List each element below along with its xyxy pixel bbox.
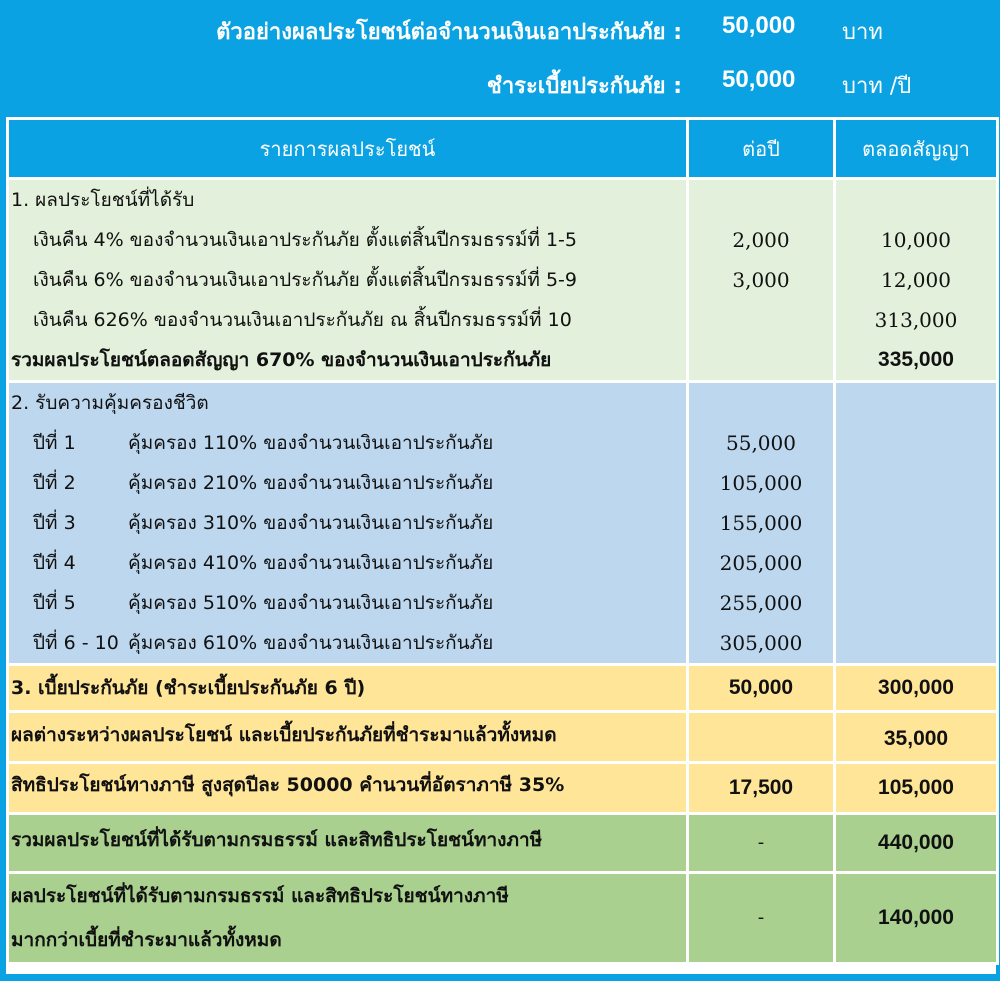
coverage-amount: 155,000 xyxy=(719,511,803,535)
refund-row-3-total: 313,000 xyxy=(874,308,958,332)
section2-block xyxy=(8,382,998,665)
tax-benefit-per-year: 17,500 xyxy=(728,776,794,799)
section1-summary-total: 335,000 xyxy=(878,348,954,371)
section1-block xyxy=(8,179,998,382)
coverage-year: ปีที่ 1 xyxy=(33,432,76,454)
refund-row-1-per-year: 2,000 xyxy=(732,228,790,252)
total-benefit-row xyxy=(8,814,998,873)
difference-label: ผลต่างระหว่างผลประโยชน์ และเบี้ยประกันภัยที่ชำระมาแล้วทั้งหมด xyxy=(11,724,557,746)
coverage-amount: 255,000 xyxy=(719,591,803,615)
coverage-row xyxy=(11,463,686,503)
coverage-text: คุ้มครอง 210% ของจำนวนเงินเอาประกันภัย xyxy=(128,472,494,494)
refund-row-3-per-year xyxy=(689,300,833,340)
net-benefit-total: 140,000 xyxy=(878,906,954,929)
section1-total xyxy=(835,179,998,382)
coverage-year: ปีที่ 5 xyxy=(33,592,76,614)
coverage-text: คุ้มครอง 110% ของจำนวนเงินเอาประกันภัย xyxy=(128,432,494,454)
coverage-text: คุ้มครอง 610% ของจำนวนเงินเอาประกันภัย xyxy=(128,632,494,654)
section2-title: 2. รับความคุ้มครองชีวิต xyxy=(11,392,209,414)
coverage-amount: 55,000 xyxy=(726,431,796,455)
refund-row-2-per-year: 3,000 xyxy=(732,268,790,292)
coverage-year: ปีที่ 6 - 10 xyxy=(33,632,119,654)
net-benefit-row xyxy=(8,873,998,964)
coverage-row xyxy=(11,423,686,463)
coverage-year: ปีที่ 2 xyxy=(33,472,76,494)
tax-benefit-total: 105,000 xyxy=(878,776,954,799)
section1-labels xyxy=(8,179,688,382)
net-benefit-label-line1: ผลประโยชน์ที่ได้รับตามกรมธรรม์ และสิทธิประโยชน์ทางภาษี xyxy=(11,885,509,907)
sum-assured-value: 50,000 xyxy=(722,12,796,39)
net-benefit-per-year: - xyxy=(757,907,765,928)
coverage-row xyxy=(11,543,686,583)
coverage-row xyxy=(11,583,686,623)
premium-summary-label: 3. เบี้ยประกันภัย (ชำระเบี้ยประกันภัย 6 ปี) xyxy=(11,677,366,699)
premium-row xyxy=(0,62,1000,102)
section2-total xyxy=(835,382,998,665)
premium-label: ชำระเบี้ยประกันภัย : xyxy=(486,74,682,99)
premium-summary-total: 300,000 xyxy=(878,676,954,699)
coverage-row xyxy=(11,503,686,543)
premium-unit: บาท /ปี xyxy=(842,74,912,99)
refund-row-3-label: เงินคืน 626% ของจำนวนเงินเอาประกันภัย ณ สิ้นปีกรมธรรม์ที่ 10 xyxy=(33,309,572,331)
coverage-year: ปีที่ 4 xyxy=(33,552,76,574)
section2-per-year xyxy=(688,382,835,665)
column-header-total: ตลอดสัญญา xyxy=(835,119,998,179)
tax-benefit-label: สิทธิประโยชน์ทางภาษี สูงสุดปีละ 50000 คำนวนที่อัตราภาษี 35% xyxy=(11,774,565,796)
difference-row xyxy=(8,712,998,763)
difference-total: 35,000 xyxy=(883,727,949,750)
coverage-amount: 205,000 xyxy=(719,551,803,575)
premium-value: 50,000 xyxy=(722,66,796,93)
benefit-table xyxy=(6,117,999,965)
column-header-per-year: ต่อปี xyxy=(688,119,835,179)
refund-row-2-label: เงินคืน 6% ของจำนวนเงินเอาประกันภัย ตั้งแต่สิ้นปีกรมธรรม์ที่ 5-9 xyxy=(33,269,578,291)
net-benefit-label-line2: มากกว่าเบี้ยที่ชำระมาแล้วทั้งหมด xyxy=(11,929,282,951)
tax-benefit-row xyxy=(8,763,998,814)
column-header-item: รายการผลประโยชน์ xyxy=(8,119,688,179)
refund-row-2-total: 12,000 xyxy=(881,268,951,292)
benefit-table-wrapper xyxy=(6,117,996,974)
section1-per-year xyxy=(688,179,835,382)
section2-labels xyxy=(8,382,688,665)
coverage-text: คุ้มครอง 510% ของจำนวนเงินเอาประกันภัย xyxy=(128,592,494,614)
total-benefit-label: รวมผลประโยชน์ที่ได้รับตามกรมธรรม์ และสิทธิประโยชน์ทางภาษี xyxy=(11,829,543,851)
section1-title: 1. ผลประโยชน์ที่ได้รับ xyxy=(11,189,195,211)
section1-summary-label: รวมผลประโยชน์ตลอดสัญญา 670% ของจำนวนเงินเอาประกันภัย xyxy=(11,349,552,371)
coverage-amount: 105,000 xyxy=(719,471,803,495)
table-header-row xyxy=(8,119,998,179)
sum-assured-unit: บาท xyxy=(842,20,883,45)
refund-row-1-total: 10,000 xyxy=(881,228,951,252)
coverage-text: คุ้มครอง 310% ของจำนวนเงินเอาประกันภัย xyxy=(128,512,494,534)
coverage-amount: 305,000 xyxy=(719,631,803,655)
sum-assured-label: ตัวอย่างผลประโยชน์ต่อจำนวนเงินเอาประกันภัย : xyxy=(216,20,682,45)
total-benefit-per-year: - xyxy=(757,832,765,853)
coverage-text: คุ้มครอง 410% ของจำนวนเงินเอาประกันภัย xyxy=(128,552,494,574)
total-benefit-total: 440,000 xyxy=(878,831,954,854)
premium-summary-per-year: 50,000 xyxy=(728,676,794,699)
refund-row-1-label: เงินคืน 4% ของจำนวนเงินเอาประกันภัย ตั้งแต่สิ้นปีกรมธรรม์ที่ 1-5 xyxy=(33,229,578,251)
premium-summary-row xyxy=(8,665,998,712)
coverage-row xyxy=(11,623,686,663)
sum-assured-row xyxy=(0,8,1000,48)
coverage-year: ปีที่ 3 xyxy=(33,512,76,534)
